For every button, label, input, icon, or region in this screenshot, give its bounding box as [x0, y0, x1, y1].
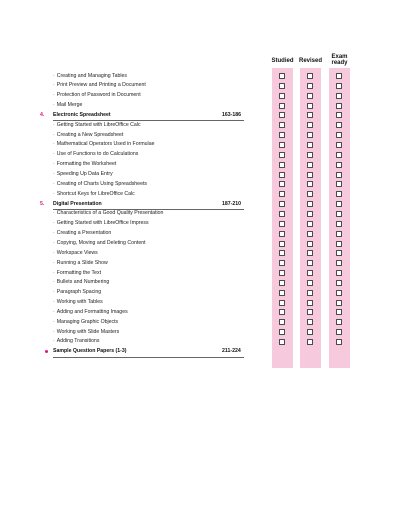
topic-title: · Creating of Charts Using Spreadsheets: [53, 180, 147, 190]
exam-ready-checkbox[interactable]: [336, 162, 342, 168]
studied-checkbox[interactable]: [279, 270, 285, 276]
topic-title: · Paragraph Spacing: [53, 288, 101, 298]
studied-checkbox[interactable]: [279, 93, 285, 99]
exam-ready-checkbox[interactable]: [336, 329, 342, 335]
toc-topic-row: [0, 278, 400, 288]
page-range: 211-224: [222, 348, 241, 355]
exam-ready-checkbox[interactable]: [336, 211, 342, 217]
revised-checkbox[interactable]: [307, 241, 313, 247]
exam-ready-checkbox[interactable]: [336, 152, 342, 158]
topic-title: · Adding and Formatting Images: [53, 308, 128, 318]
studied-checkbox[interactable]: [279, 191, 285, 197]
revised-checkbox[interactable]: [307, 339, 313, 345]
revised-checkbox[interactable]: [307, 73, 313, 79]
exam-ready-header-line2: ready: [331, 60, 348, 66]
exam-ready-checkbox[interactable]: [336, 319, 342, 325]
toc-topic-row: [0, 101, 400, 111]
chapter-title: Digital Presentation: [53, 200, 102, 207]
exam-ready-checkbox[interactable]: [336, 172, 342, 178]
topic-title: · Creating and Managing Tables: [53, 72, 127, 82]
studied-checkbox[interactable]: [279, 329, 285, 335]
topic-title: · Mathematical Operators Used in Formulae: [53, 140, 154, 150]
studied-checkbox[interactable]: [279, 309, 285, 315]
toc-topic-row: [0, 140, 400, 150]
toc-topic-row: [0, 190, 400, 200]
exam-ready-checkbox[interactable]: [336, 300, 342, 306]
revised-checkbox[interactable]: [307, 93, 313, 99]
toc-topic-row: [0, 308, 400, 318]
revised-checkbox[interactable]: [307, 260, 313, 266]
studied-checkbox[interactable]: [279, 221, 285, 227]
topic-title: · Mail Merge: [53, 101, 82, 111]
topic-title: · Running a Slide Show: [53, 259, 108, 269]
topic-title: · Adding Transitions: [53, 337, 99, 347]
exam-ready-checkbox[interactable]: [336, 132, 342, 138]
topic-title: · Protection of Password in Document: [53, 91, 141, 101]
studied-checkbox[interactable]: [279, 339, 285, 345]
exam-ready-checkbox[interactable]: [336, 309, 342, 315]
revised-checkbox[interactable]: [307, 290, 313, 296]
revised-header: Revised: [298, 58, 322, 64]
revised-checkbox[interactable]: [307, 181, 313, 187]
studied-checkbox[interactable]: [279, 152, 285, 158]
studied-checkbox[interactable]: [279, 260, 285, 266]
exam-ready-checkbox[interactable]: [336, 339, 342, 345]
topic-title: · Managing Graphic Objects: [53, 318, 118, 328]
studied-checkbox[interactable]: [279, 112, 285, 118]
topic-title: · Speeding Up Data Entry: [53, 170, 113, 180]
studied-checkbox[interactable]: [279, 122, 285, 128]
revised-checkbox[interactable]: [307, 250, 313, 256]
exam-ready-checkbox[interactable]: [336, 142, 342, 148]
topic-title: · Getting Started with LibreOffice Impress: [53, 219, 149, 229]
toc-topic-row: [0, 229, 400, 239]
topic-title: · Bullets and Numbering: [53, 278, 109, 288]
exam-ready-checkbox[interactable]: [336, 270, 342, 276]
toc-topic-row: [0, 170, 400, 180]
studied-checkbox[interactable]: [279, 290, 285, 296]
revised-checkbox[interactable]: [307, 172, 313, 178]
toc-topic-row: [0, 318, 400, 328]
topic-title: · Formatting the Text: [53, 269, 101, 279]
toc-topic-row: [0, 131, 400, 141]
toc-topic-row: [0, 259, 400, 269]
exam-ready-checkbox[interactable]: [336, 103, 342, 109]
topic-title: · Use of Functions to do Calculations: [53, 150, 138, 160]
toc-topic-row: [0, 219, 400, 229]
studied-checkbox[interactable]: [279, 280, 285, 286]
revised-checkbox[interactable]: [307, 201, 313, 207]
toc-topic-row: [0, 150, 400, 160]
studied-checkbox[interactable]: [279, 73, 285, 79]
exam-ready-checkbox[interactable]: [336, 221, 342, 227]
revised-checkbox[interactable]: [307, 103, 313, 109]
topic-title: · Characteristics of a Good Quality Presentation: [53, 209, 163, 219]
studied-checkbox[interactable]: [279, 142, 285, 148]
toc-topic-row: [0, 337, 400, 347]
bullet-icon: [45, 350, 48, 353]
topic-title: · Creating a New Spreadsheet: [53, 131, 123, 141]
revised-checkbox[interactable]: [307, 162, 313, 168]
studied-checkbox[interactable]: [279, 319, 285, 325]
revised-checkbox[interactable]: [307, 211, 313, 217]
toc-topic-row: [0, 91, 400, 101]
revised-checkbox[interactable]: [307, 280, 313, 286]
toc-chapter-row: [0, 111, 400, 121]
toc-topic-row: [0, 121, 400, 131]
revised-checkbox[interactable]: [307, 231, 313, 237]
revised-checkbox[interactable]: [307, 329, 313, 335]
toc-chapter-row: [0, 200, 400, 210]
topic-title: · Print Preview and Printing a Document: [53, 81, 146, 91]
toc-topic-row: [0, 209, 400, 219]
exam-ready-header: [325, 54, 354, 66]
studied-checkbox[interactable]: [279, 103, 285, 109]
revised-checkbox[interactable]: [307, 270, 313, 276]
exam-ready-checkbox[interactable]: [336, 231, 342, 237]
exam-ready-checkbox[interactable]: [336, 250, 342, 256]
toc-topic-row: [0, 160, 400, 170]
exam-ready-checkbox[interactable]: [336, 93, 342, 99]
exam-ready-checkbox[interactable]: [336, 191, 342, 197]
exam-ready-checkbox[interactable]: [336, 201, 342, 207]
chapter-number: 4.: [40, 111, 45, 118]
topic-title: · Copying, Moving and Deleting Content: [53, 239, 146, 249]
studied-checkbox[interactable]: [279, 250, 285, 256]
page-range: 187-210: [222, 200, 242, 207]
studied-checkbox[interactable]: [279, 201, 285, 207]
studied-checkbox[interactable]: [279, 231, 285, 237]
page-range: 163-186: [222, 111, 242, 118]
toc-topic-row: [0, 288, 400, 298]
topic-title: · Formatting the Worksheet: [53, 160, 116, 170]
toc-topic-row: [0, 298, 400, 308]
toc-topic-row: [0, 72, 400, 82]
studied-checkbox[interactable]: [279, 300, 285, 306]
exam-ready-checkbox[interactable]: [336, 83, 342, 89]
toc-final-row: [0, 347, 400, 357]
toc-topic-row: [0, 239, 400, 249]
studied-checkbox[interactable]: [279, 172, 285, 178]
revised-checkbox[interactable]: [307, 309, 313, 315]
exam-ready-checkbox[interactable]: [336, 241, 342, 247]
exam-ready-checkbox[interactable]: [336, 181, 342, 187]
toc-topic-row: [0, 328, 400, 338]
topic-title: · Shortcut Keys for LibreOffice Calc: [53, 190, 135, 200]
topic-title: · Creating a Presentation: [53, 229, 111, 239]
exam-ready-checkbox[interactable]: [336, 73, 342, 79]
revised-checkbox[interactable]: [307, 122, 313, 128]
chapter-title: Electronic Spreadsheet: [53, 111, 111, 118]
revised-checkbox[interactable]: [307, 191, 313, 197]
toc-topic-row: [0, 81, 400, 91]
chapter-number: 5.: [40, 200, 45, 207]
toc-topic-row: [0, 269, 400, 279]
studied-header: Studied: [271, 58, 294, 64]
topic-title: · Workspace Views: [53, 249, 98, 259]
revised-checkbox[interactable]: [307, 300, 313, 306]
exam-ready-checkbox[interactable]: [336, 122, 342, 128]
revised-checkbox[interactable]: [307, 112, 313, 118]
exam-ready-checkbox[interactable]: [336, 290, 342, 296]
revised-checkbox[interactable]: [307, 221, 313, 227]
studied-checkbox[interactable]: [279, 181, 285, 187]
exam-ready-header-line1: Exam: [331, 54, 348, 60]
exam-ready-checkbox[interactable]: [336, 280, 342, 286]
toc-topic-row: [0, 180, 400, 190]
topic-title: · Working with Tables: [53, 298, 103, 308]
revised-checkbox[interactable]: [307, 152, 313, 158]
revised-checkbox[interactable]: [307, 319, 313, 325]
exam-ready-checkbox[interactable]: [336, 260, 342, 266]
studied-checkbox[interactable]: [279, 211, 285, 217]
revised-checkbox[interactable]: [307, 142, 313, 148]
topic-title: · Getting Started with LibreOffice Calc: [53, 121, 141, 131]
revised-checkbox[interactable]: [307, 83, 313, 89]
studied-checkbox[interactable]: [279, 162, 285, 168]
studied-checkbox[interactable]: [279, 83, 285, 89]
toc-topic-row: [0, 249, 400, 259]
studied-checkbox[interactable]: [279, 132, 285, 138]
chapter-underline: [53, 357, 244, 358]
chapter-title: Sample Question Papers (1-3): [53, 348, 127, 355]
exam-ready-checkbox[interactable]: [336, 112, 342, 118]
studied-checkbox[interactable]: [279, 241, 285, 247]
revised-checkbox[interactable]: [307, 132, 313, 138]
topic-title: · Working with Slide Masters: [53, 328, 119, 338]
